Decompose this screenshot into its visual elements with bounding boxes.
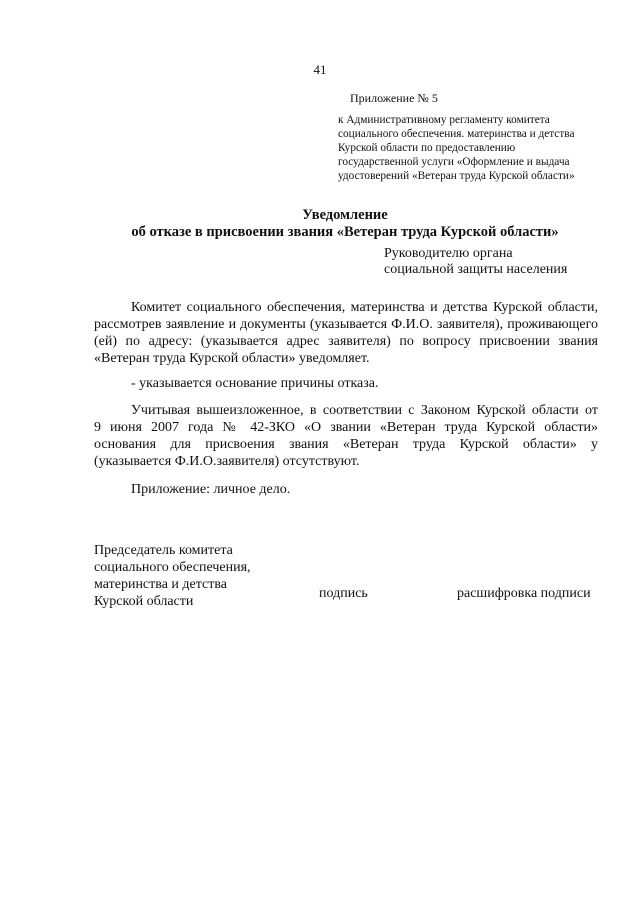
- signature-label: подпись: [319, 586, 368, 601]
- document-title: Уведомление: [302, 207, 388, 223]
- regulation-line: социального обеспечения. материнства и детства: [338, 128, 575, 140]
- paragraph-line: Учитывая вышеизложенное, в соответствии с Законом Курской области от: [131, 403, 598, 418]
- signatory-line: материнства и детства: [94, 577, 227, 592]
- paragraph-line: (указывается Ф.И.О.заявителя) отсутствуют.: [94, 454, 360, 469]
- regulation-line: государственной услуги «Оформление и выдача: [338, 156, 570, 168]
- addressee-line: Руководителю органа: [384, 246, 513, 261]
- signature-decode-label: расшифровка подписи: [457, 586, 591, 601]
- page-number: 41: [313, 62, 327, 77]
- signatory-block: [94, 542, 251, 610]
- paragraph-committee-review: [94, 299, 598, 367]
- paragraph-refusal-reason: [94, 375, 598, 392]
- paragraph-attachment: [94, 481, 598, 498]
- paragraph-line: основания для присвоения звания «Ветеран труда Курской области» у: [94, 437, 598, 452]
- regulation-line: Курской области по предоставлению: [338, 142, 516, 154]
- paragraph-line: рассмотрев заявление и документы (указывается Ф.И.О. заявителя), проживающего: [94, 317, 598, 332]
- regulation-line: удостоверений «Ветеран труда Курской области»: [338, 170, 575, 182]
- paragraph-conclusion: [94, 402, 598, 470]
- addressee-block: [384, 246, 567, 278]
- signatory-line: Председатель комитета: [94, 543, 233, 558]
- paragraph-line: (ей) по адресу: (указывается адрес заявителя) по вопросу присвоении звания: [94, 334, 598, 349]
- regulation-reference: [338, 113, 638, 183]
- paragraph-line: 9 июня 2007 года № 42-ЗКО «О звании «Ветеран труда Курской области»: [94, 420, 598, 435]
- paragraph-line: - указывается основание причины отказа.: [131, 376, 379, 391]
- paragraph-line: «Ветеран труда Курской области» уведомляет.: [94, 351, 370, 366]
- signatory-line: социального обеспечения,: [94, 560, 251, 575]
- document-subtitle: об отказе в присвоении звания «Ветеран труда Курской области»: [131, 224, 559, 240]
- paragraph-line: Приложение: личное дело.: [131, 482, 291, 497]
- paragraph-line: Комитет социального обеспечения, материнства и детства Курской области,: [131, 300, 598, 315]
- addressee-line: социальной защиты населения: [384, 262, 568, 277]
- signatory-line: Курской области: [94, 594, 194, 609]
- appendix-number: Приложение № 5: [350, 91, 438, 105]
- regulation-line: к Административному регламенту комитета: [338, 114, 550, 126]
